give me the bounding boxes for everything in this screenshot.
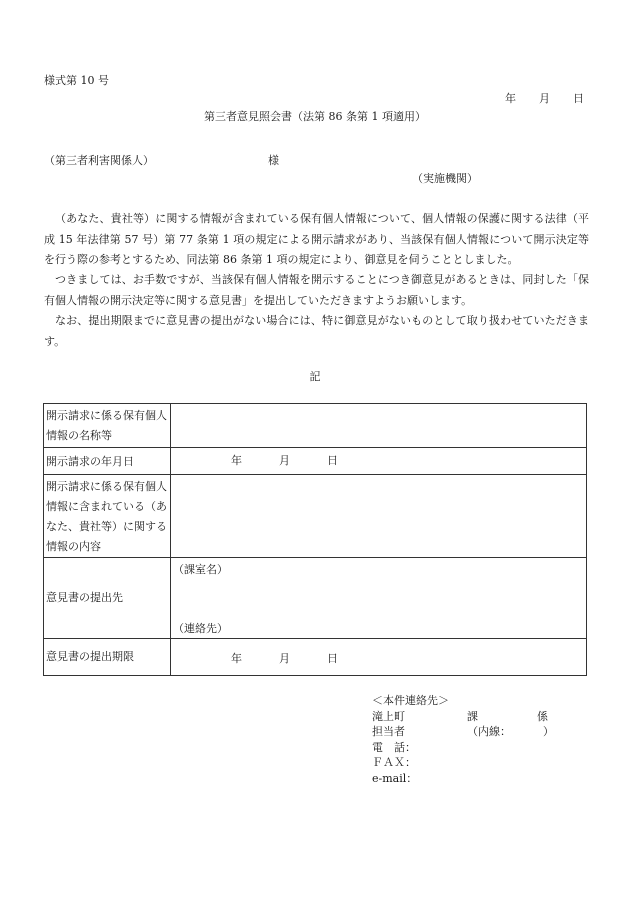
inquiry-table (43, 403, 587, 676)
date-year: 年 (505, 92, 516, 105)
date-day: 日 (573, 92, 584, 105)
label-submission-deadline: 意見書の提出期限 (44, 639, 171, 676)
contact-email: e-mail： (372, 771, 418, 785)
request-day: 日 (327, 454, 338, 467)
request-month: 月 (279, 454, 290, 467)
contact-kakari: 係 (537, 709, 548, 723)
addressee-honorific: 様 (268, 154, 279, 167)
table-row (44, 448, 587, 475)
contact-town: 滝上町 (372, 709, 405, 723)
value-submission-destination (171, 558, 587, 639)
dept-label: （課室名） (173, 563, 228, 576)
body-paragraph-1: （あなた、貴社等）に関する情報が含まれている保有個人情報について、個人情報の保護に関する法律（平成 15 年法律第 57 号）第 77 条第 1 項の規定による開示請求があり、当該保有個人情報について開示決定等を行う際の参考とするため、同法第 86 条第 1 項の規定により、御意見を伺うこととしました。 (44, 212, 589, 266)
date-month: 月 (539, 92, 550, 105)
contact-extension-close: ） (543, 725, 554, 738)
deadline-year: 年 (231, 652, 242, 665)
ki-heading: 記 (309, 370, 321, 383)
document-title: 第三者意見照会書（法第 86 条第 1 項適用） (204, 110, 426, 123)
table-row (44, 558, 587, 639)
contact-fax: ＦＡＸ： (372, 756, 416, 769)
table-row (44, 404, 587, 448)
contact-extension: （内線： (467, 725, 511, 738)
value-submission-deadline (171, 639, 587, 676)
addressee-name: （第三者利害関係人） (44, 154, 154, 167)
contact-person (372, 724, 554, 740)
sender-organization: （実施機関） (412, 172, 478, 185)
label-info-name: 開示請求に係る保有個人情報の名称等 (44, 404, 171, 448)
label-request-date: 開示請求の年月日 (44, 448, 171, 475)
contact-block (372, 693, 554, 786)
contact-person-label: 担当者 (372, 725, 405, 738)
body-paragraph-2: つきましては、お手数ですが、当該保有個人情報を開示することにつき御意見があるときは、同封した「保有個人情報の開示決定等に関する意見書」を提出していただきますようお願いします。 (44, 273, 589, 307)
deadline-month: 月 (279, 652, 290, 665)
contact-heading: ＜本件連絡先＞ (372, 694, 449, 707)
contact-label: （連絡先） (173, 622, 228, 635)
table-row (44, 475, 587, 558)
body-paragraph-3: なお、提出期限までに意見書の提出がない場合には、特に御意見がないものとして取り扱わせていただきます。 (44, 314, 589, 348)
value-info-name (171, 404, 587, 448)
table-row (44, 639, 587, 676)
label-submission-destination: 意見書の提出先 (44, 558, 171, 639)
request-year: 年 (231, 454, 242, 467)
contact-department (372, 709, 554, 725)
contact-ka: 課 (467, 709, 478, 723)
value-info-content (171, 475, 587, 558)
document-date (505, 90, 584, 106)
form-number: 様式第 10 号 (44, 74, 109, 87)
label-info-content: 開示請求に係る保有個人情報に含まれている（あなた、貴社等）に関する情報の内容 (44, 475, 171, 558)
deadline-day: 日 (327, 652, 338, 665)
contact-phone: 電 話： (372, 740, 416, 754)
value-request-date (171, 448, 587, 475)
